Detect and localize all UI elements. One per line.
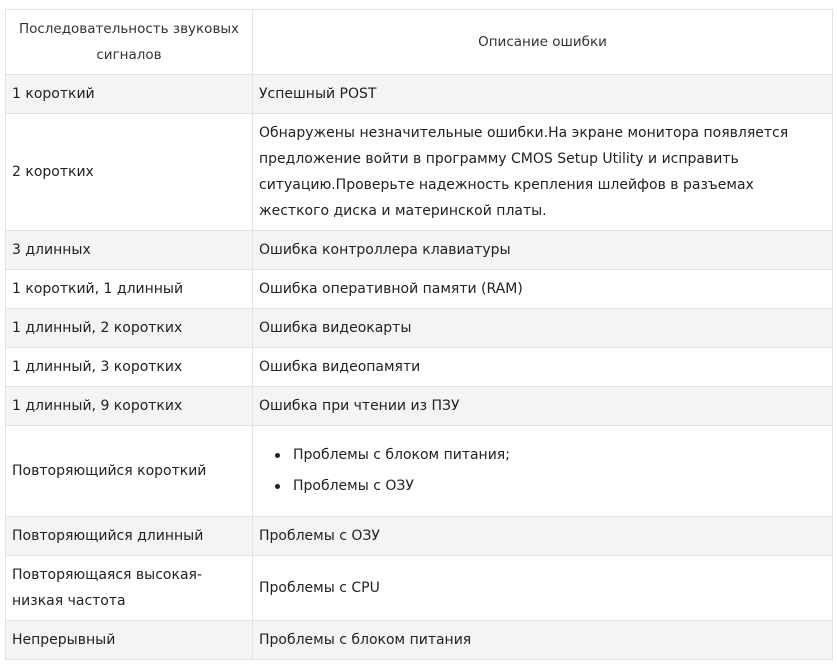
- signal-cell: 3 длинных: [6, 231, 253, 270]
- signal-cell: 1 длинный, 9 коротких: [6, 387, 253, 426]
- description-cell: Ошибка контроллера клавиатуры: [253, 231, 833, 270]
- table-row: [6, 426, 833, 517]
- table-container: [5, 9, 832, 660]
- table-row: [6, 309, 833, 348]
- table-row: [6, 114, 833, 231]
- signal-cell: 1 длинный, 3 коротких: [6, 348, 253, 387]
- signal-cell: 1 длинный, 2 коротких: [6, 309, 253, 348]
- list-item: [293, 471, 826, 502]
- table-row: [6, 387, 833, 426]
- description-cell: Ошибка видеопамяти: [253, 348, 833, 387]
- table-row: [6, 556, 833, 621]
- list-item: [293, 440, 826, 471]
- signal-cell: 2 коротких: [6, 114, 253, 231]
- table-row: [6, 75, 833, 114]
- signal-cell: Непрерывный: [6, 621, 253, 660]
- header-row: [6, 10, 833, 75]
- table-row: [6, 517, 833, 556]
- signal-cell: Повторяющаяся высокая-низкая частота: [6, 556, 253, 621]
- table-row: [6, 621, 833, 660]
- header-error-description: Описание ошибки: [253, 10, 833, 75]
- description-list: [259, 440, 826, 502]
- signal-cell: Повторяющийся короткий: [6, 426, 253, 517]
- description-cell: Ошибка оперативной памяти (RAM): [253, 270, 833, 309]
- description-cell: [253, 426, 833, 517]
- description-cell: Обнаружены незначительные ошибки.На экране монитора появляется предложение войти в программу CMOS Setup Utility и исправить ситуацию.Проверьте надежность крепления шлейфов в разъемах жесткого диска и материнской платы.: [253, 114, 833, 231]
- description-cell: Ошибка видеокарты: [253, 309, 833, 348]
- list-item-text: Проблемы с ОЗУ: [293, 478, 414, 494]
- table-body: [6, 75, 833, 660]
- list-item-text: Проблемы с блоком питания;: [293, 447, 510, 463]
- header-signal-sequence: Последовательность звуковых сигналов: [6, 10, 253, 75]
- bullet-icon: [275, 453, 280, 458]
- description-cell: Успешный POST: [253, 75, 833, 114]
- signal-cell: 1 короткий: [6, 75, 253, 114]
- table-header: [6, 10, 833, 75]
- description-cell: Проблемы с ОЗУ: [253, 517, 833, 556]
- signal-cell: Повторяющийся длинный: [6, 517, 253, 556]
- signal-cell: 1 короткий, 1 длинный: [6, 270, 253, 309]
- description-cell: Ошибка при чтении из ПЗУ: [253, 387, 833, 426]
- bullet-icon: [275, 484, 280, 489]
- table-row: [6, 348, 833, 387]
- table-row: [6, 231, 833, 270]
- description-cell: Проблемы с CPU: [253, 556, 833, 621]
- description-cell: Проблемы с блоком питания: [253, 621, 833, 660]
- table-row: [6, 270, 833, 309]
- beep-codes-table: [5, 9, 833, 660]
